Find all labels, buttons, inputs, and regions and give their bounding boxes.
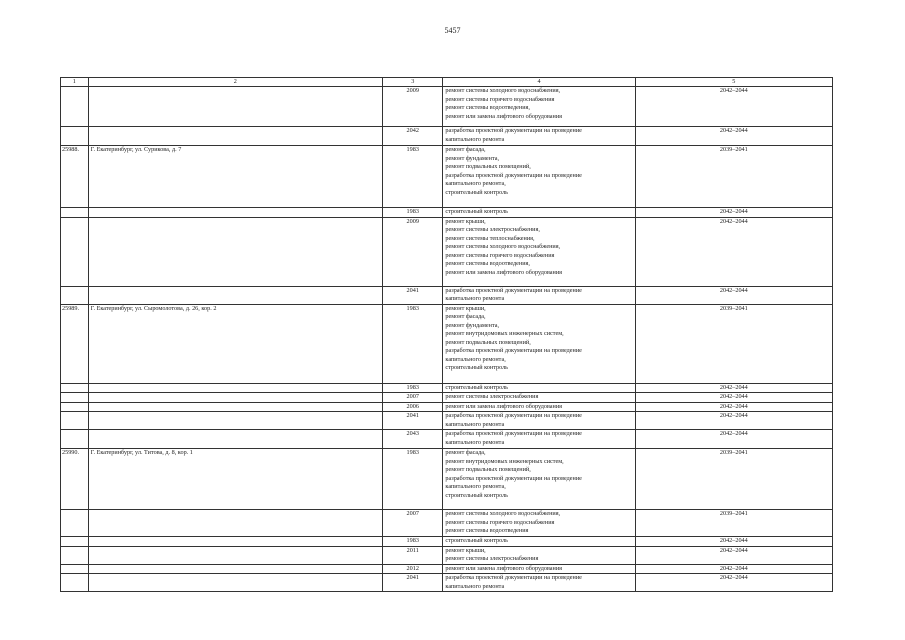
work-item: ремонт подвальных помещений, (445, 163, 531, 170)
work-item: разработка проектной документации на проведение (445, 347, 582, 354)
table-row (61, 537, 833, 547)
row-number (61, 87, 89, 127)
table-row (61, 304, 833, 383)
table-body (61, 87, 833, 592)
work-item: разработка проектной документации на проведение (445, 127, 582, 134)
work-item: капитального ремонта (445, 135, 505, 143)
work-item: ремонт системы горячего водоснабжения (445, 95, 555, 103)
row-works (443, 510, 635, 537)
page-number: 5457 (444, 26, 461, 35)
work-item: ремонт или замена лифтового оборудования (445, 564, 563, 572)
work-item: ремонт системы холодного водоснабжения, (445, 243, 561, 250)
work-item: разработка проектной документации на проведение (445, 171, 582, 179)
table-row (61, 430, 833, 449)
work-item: ремонт фасада, (445, 313, 486, 320)
work-item: ремонт фасада, (445, 449, 486, 456)
row-period: 2042–2044 (635, 217, 832, 286)
row-period: 2042–2044 (635, 393, 832, 403)
work-item: ремонт фундамента, (445, 321, 500, 329)
row-year: 2009 (383, 87, 443, 127)
row-number (61, 546, 89, 564)
work-item: капитального ремонта (445, 295, 505, 302)
row-number (61, 402, 89, 412)
table-row (61, 510, 833, 537)
row-address (88, 383, 382, 393)
row-works (443, 146, 635, 208)
row-number (61, 127, 89, 146)
table-row (61, 564, 833, 574)
work-item: ремонт подвальных помещений, (445, 338, 531, 346)
row-year: 1983 (383, 208, 443, 218)
table-row (61, 87, 833, 127)
work-item: ремонт системы водоотведения, (445, 104, 530, 111)
row-period: 2042–2044 (635, 546, 832, 564)
row-year: 1983 (383, 383, 443, 393)
work-item: ремонт системы холодного водоснабжения, (445, 87, 561, 94)
row-period: 2042–2044 (635, 402, 832, 412)
row-year: 2043 (383, 430, 443, 449)
row-period: 2042–2044 (635, 412, 832, 430)
work-item: ремонт системы теплоснабжения, (445, 234, 535, 242)
table-row (61, 449, 833, 510)
work-item: ремонт системы электроснабжения (445, 555, 539, 562)
row-works (443, 537, 635, 547)
row-address (88, 546, 382, 564)
row-period: 2042–2044 (635, 286, 832, 304)
row-period: 2042–2044 (635, 383, 832, 393)
row-works (443, 383, 635, 393)
row-number: 25990. (61, 449, 89, 510)
row-year: 1983 (383, 537, 443, 547)
work-item: капитального ремонта (445, 582, 505, 590)
row-address: Г. Екатеринбург, ул. Сурикова, д. 7 (88, 146, 382, 208)
row-works (443, 286, 635, 304)
work-item: ремонт крыши, (445, 304, 486, 312)
table-row (61, 208, 833, 218)
table-row (61, 393, 833, 403)
row-period: 2039–2041 (635, 510, 832, 537)
row-number (61, 217, 89, 286)
row-address (88, 537, 382, 547)
row-year: 1983 (383, 146, 443, 208)
header-col-1: 1 (61, 78, 89, 87)
row-period: 2042–2044 (635, 430, 832, 449)
work-item: капитального ремонта (445, 438, 505, 446)
work-item: разработка проектной документации на проведение (445, 412, 582, 419)
row-year: 2042 (383, 127, 443, 146)
row-number (61, 286, 89, 304)
work-item: разработка проектной документации на проведение (445, 574, 582, 581)
work-item: ремонт системы водоотведения, (445, 260, 530, 267)
work-item: ремонт или замена лифтового оборудования (445, 402, 563, 410)
row-number: 25988. (61, 146, 89, 208)
table-row (61, 383, 833, 393)
work-item: капитального ремонта, (445, 483, 506, 490)
work-item: капитального ремонта (445, 420, 505, 428)
work-item: строительный контроль (445, 364, 509, 371)
row-address (88, 402, 382, 412)
work-item: ремонт или замена лифтового оборудования (445, 112, 563, 120)
row-works (443, 449, 635, 510)
row-year: 2041 (383, 286, 443, 304)
row-period: 2042–2044 (635, 537, 832, 547)
table-row (61, 127, 833, 146)
row-number (61, 383, 89, 393)
row-period: 2042–2044 (635, 574, 832, 592)
header-col-4: 4 (443, 78, 635, 87)
row-works (443, 564, 635, 574)
work-item: ремонт внутридомовых инженерных систем, (445, 457, 564, 465)
row-works (443, 87, 635, 127)
repair-schedule-table (60, 77, 833, 592)
work-item: капитального ремонта, (445, 180, 506, 187)
row-year: 1983 (383, 304, 443, 383)
work-item: ремонт подвальных помещений, (445, 466, 531, 473)
row-period: 2039–2041 (635, 146, 832, 208)
header-row (61, 78, 833, 87)
row-year: 2011 (383, 546, 443, 564)
row-address (88, 127, 382, 146)
row-works (443, 412, 635, 430)
row-period: 2042–2044 (635, 127, 832, 146)
work-item: строительный контроль (445, 491, 509, 499)
table-row (61, 217, 833, 286)
row-year: 1983 (383, 449, 443, 510)
work-item: ремонт системы электроснабжения (445, 393, 539, 400)
row-number (61, 564, 89, 574)
row-number (61, 510, 89, 537)
work-item: ремонт системы горячего водоснабжения (445, 251, 555, 259)
work-item: строительный контроль (445, 208, 509, 215)
table-row (61, 412, 833, 430)
header-col-5: 5 (635, 78, 832, 87)
row-works (443, 574, 635, 592)
header-col-3: 3 (383, 78, 443, 87)
row-period: 2042–2044 (635, 87, 832, 127)
work-item: строительный контроль (445, 188, 509, 196)
row-number: 25989. (61, 304, 89, 383)
work-item: ремонт системы холодного водоснабжения, (445, 510, 561, 517)
row-number (61, 574, 89, 592)
row-address (88, 430, 382, 449)
work-item: ремонт внутридомовых инженерных систем, (445, 330, 564, 337)
work-item: разработка проектной документации на проведение (445, 286, 582, 294)
work-item: ремонт системы водоотведения (445, 527, 529, 534)
table-row (61, 402, 833, 412)
row-address (88, 87, 382, 127)
row-number (61, 412, 89, 430)
row-address (88, 574, 382, 592)
row-year: 2007 (383, 510, 443, 537)
row-address (88, 393, 382, 403)
work-item: ремонт крыши, (445, 546, 486, 554)
row-address (88, 564, 382, 574)
work-item: строительный контроль (445, 537, 509, 544)
work-item: ремонт системы электроснабжения, (445, 226, 540, 233)
row-address: Г. Екатеринбург, ул. Титова, д. 8, кор. 1 (88, 449, 382, 510)
row-address (88, 208, 382, 218)
row-works (443, 402, 635, 412)
row-number (61, 393, 89, 403)
table-row (61, 146, 833, 208)
row-works (443, 127, 635, 146)
row-year: 2041 (383, 412, 443, 430)
row-works (443, 430, 635, 449)
row-year: 2007 (383, 393, 443, 403)
row-number (61, 208, 89, 218)
work-item: разработка проектной документации на проведение (445, 474, 582, 482)
row-address: Г. Екатеринбург, ул. Сыромолотова, д. 26, кор. 2 (88, 304, 382, 383)
work-item: разработка проектной документации на проведение (445, 430, 582, 437)
row-year: 2006 (383, 402, 443, 412)
work-item: ремонт фасада, (445, 146, 486, 153)
row-number (61, 430, 89, 449)
work-item: капитального ремонта, (445, 355, 506, 363)
row-address (88, 286, 382, 304)
row-works (443, 304, 635, 383)
row-works (443, 208, 635, 218)
row-year: 2041 (383, 574, 443, 592)
row-address (88, 217, 382, 286)
table-row (61, 574, 833, 592)
table-row (61, 546, 833, 564)
header-col-2: 2 (88, 78, 382, 87)
row-period: 2042–2044 (635, 564, 832, 574)
row-period: 2042–2044 (635, 208, 832, 218)
row-period: 2039–2041 (635, 304, 832, 383)
row-year: 2009 (383, 217, 443, 286)
row-address (88, 412, 382, 430)
work-item: ремонт системы горячего водоснабжения (445, 518, 555, 526)
work-item: строительный контроль (445, 383, 509, 391)
row-number (61, 537, 89, 547)
work-item: ремонт крыши, (445, 217, 486, 225)
table-row (61, 286, 833, 304)
work-item: ремонт фундамента, (445, 154, 500, 162)
work-item: ремонт или замена лифтового оборудования (445, 268, 563, 276)
row-address (88, 510, 382, 537)
row-works (443, 546, 635, 564)
row-period: 2039–2041 (635, 449, 832, 510)
row-works (443, 393, 635, 403)
row-works (443, 217, 635, 286)
row-year: 2012 (383, 564, 443, 574)
